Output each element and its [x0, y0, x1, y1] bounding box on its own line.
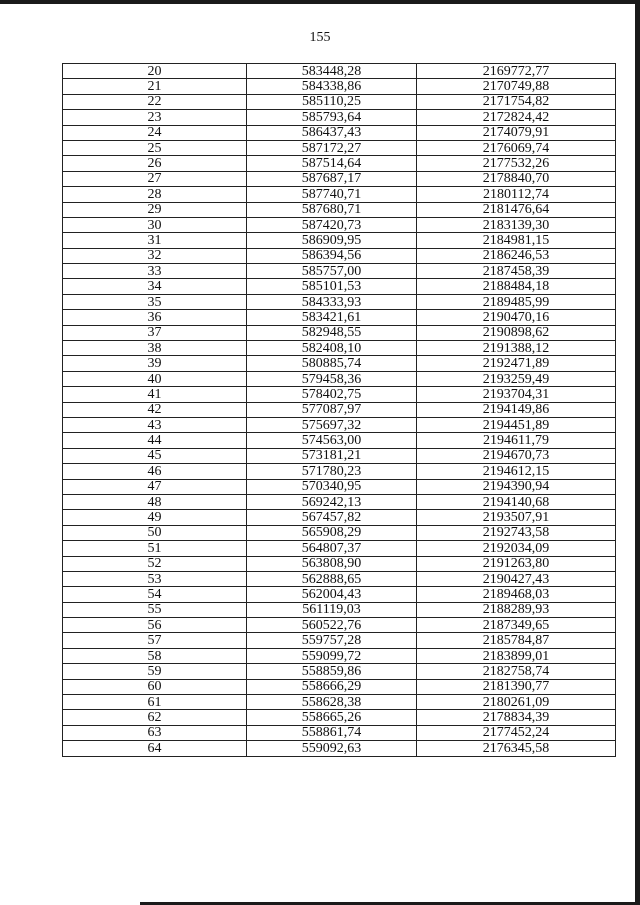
y-coordinate-cell: 2185784,87 [417, 633, 616, 648]
x-coordinate-cell: 565908,29 [247, 525, 417, 540]
table-row [63, 233, 616, 248]
y-coordinate-cell: 2183899,01 [417, 648, 616, 663]
point-number-cell: 20 [63, 64, 247, 79]
point-number-cell: 34 [63, 279, 247, 294]
table-row [63, 156, 616, 171]
point-number-cell: 43 [63, 417, 247, 432]
x-coordinate-cell: 564807,37 [247, 541, 417, 556]
point-number-cell: 64 [63, 741, 247, 756]
y-coordinate-cell: 2177532,26 [417, 156, 616, 171]
table-row [63, 171, 616, 186]
y-coordinate-cell: 2181390,77 [417, 679, 616, 694]
table-row [63, 464, 616, 479]
point-number-cell: 63 [63, 725, 247, 740]
y-coordinate-cell: 2176069,74 [417, 140, 616, 155]
table-row [63, 602, 616, 617]
x-coordinate-cell: 580885,74 [247, 356, 417, 371]
point-number-cell: 53 [63, 571, 247, 586]
table-row [63, 525, 616, 540]
point-number-cell: 28 [63, 187, 247, 202]
x-coordinate-cell: 586909,95 [247, 233, 417, 248]
coordinates-table [62, 63, 616, 757]
x-coordinate-cell: 582948,55 [247, 325, 417, 340]
point-number-cell: 30 [63, 217, 247, 232]
y-coordinate-cell: 2194451,89 [417, 417, 616, 432]
table-row [63, 679, 616, 694]
y-coordinate-cell: 2194390,94 [417, 479, 616, 494]
y-coordinate-cell: 2194670,73 [417, 448, 616, 463]
table-row [63, 479, 616, 494]
x-coordinate-cell: 587172,27 [247, 140, 417, 155]
point-number-cell: 31 [63, 233, 247, 248]
table-row [63, 648, 616, 663]
point-number-cell: 60 [63, 679, 247, 694]
point-number-cell: 38 [63, 341, 247, 356]
x-coordinate-cell: 585757,00 [247, 264, 417, 279]
x-coordinate-cell: 587680,71 [247, 202, 417, 217]
y-coordinate-cell: 2186246,53 [417, 248, 616, 263]
page-number: 155 [309, 30, 331, 45]
point-number-cell: 24 [63, 125, 247, 140]
table-row [63, 433, 616, 448]
y-coordinate-cell: 2193507,91 [417, 510, 616, 525]
table-row [63, 556, 616, 571]
table-row [63, 202, 616, 217]
x-coordinate-cell: 585110,25 [247, 94, 417, 109]
point-number-cell: 23 [63, 110, 247, 125]
x-coordinate-cell: 586394,56 [247, 248, 417, 263]
table-row [63, 94, 616, 109]
y-coordinate-cell: 2181476,64 [417, 202, 616, 217]
table-row [63, 310, 616, 325]
table-row [63, 695, 616, 710]
scan-border-top [0, 0, 640, 4]
x-coordinate-cell: 558628,38 [247, 695, 417, 710]
x-coordinate-cell: 577087,97 [247, 402, 417, 417]
table-row [63, 371, 616, 386]
table-row [63, 664, 616, 679]
table-row [63, 279, 616, 294]
y-coordinate-cell: 2192034,09 [417, 541, 616, 556]
point-number-cell: 45 [63, 448, 247, 463]
table-row [63, 741, 616, 756]
x-coordinate-cell: 562004,43 [247, 587, 417, 602]
table-row [63, 571, 616, 586]
x-coordinate-cell: 573181,21 [247, 448, 417, 463]
table-row [63, 110, 616, 125]
x-coordinate-cell: 587740,71 [247, 187, 417, 202]
x-coordinate-cell: 583448,28 [247, 64, 417, 79]
table-row [63, 448, 616, 463]
table-row [63, 633, 616, 648]
y-coordinate-cell: 2180261,09 [417, 695, 616, 710]
x-coordinate-cell: 579458,36 [247, 371, 417, 386]
x-coordinate-cell: 569242,13 [247, 494, 417, 509]
y-coordinate-cell: 2194612,15 [417, 464, 616, 479]
point-number-cell: 59 [63, 664, 247, 679]
point-number-cell: 35 [63, 294, 247, 309]
scan-border-right [635, 0, 640, 905]
x-coordinate-cell: 559092,63 [247, 741, 417, 756]
x-coordinate-cell: 578402,75 [247, 387, 417, 402]
y-coordinate-cell: 2190427,43 [417, 571, 616, 586]
table-row [63, 725, 616, 740]
point-number-cell: 32 [63, 248, 247, 263]
y-coordinate-cell: 2171754,82 [417, 94, 616, 109]
point-number-cell: 37 [63, 325, 247, 340]
x-coordinate-cell: 585101,53 [247, 279, 417, 294]
point-number-cell: 36 [63, 310, 247, 325]
x-coordinate-cell: 559757,28 [247, 633, 417, 648]
table-row [63, 587, 616, 602]
y-coordinate-cell: 2190898,62 [417, 325, 616, 340]
table-row [63, 64, 616, 79]
x-coordinate-cell: 558665,26 [247, 710, 417, 725]
y-coordinate-cell: 2189485,99 [417, 294, 616, 309]
x-coordinate-cell: 582408,10 [247, 341, 417, 356]
table-row [63, 417, 616, 432]
point-number-cell: 22 [63, 94, 247, 109]
point-number-cell: 49 [63, 510, 247, 525]
x-coordinate-cell: 584333,93 [247, 294, 417, 309]
y-coordinate-cell: 2193704,31 [417, 387, 616, 402]
x-coordinate-cell: 571780,23 [247, 464, 417, 479]
point-number-cell: 26 [63, 156, 247, 171]
table-row [63, 125, 616, 140]
x-coordinate-cell: 575697,32 [247, 417, 417, 432]
y-coordinate-cell: 2184981,15 [417, 233, 616, 248]
table-row [63, 710, 616, 725]
y-coordinate-cell: 2172824,42 [417, 110, 616, 125]
y-coordinate-cell: 2194140,68 [417, 494, 616, 509]
point-number-cell: 39 [63, 356, 247, 371]
y-coordinate-cell: 2191388,12 [417, 341, 616, 356]
y-coordinate-cell: 2178840,70 [417, 171, 616, 186]
table-row [63, 494, 616, 509]
table-row [63, 402, 616, 417]
x-coordinate-cell: 559099,72 [247, 648, 417, 663]
x-coordinate-cell: 558861,74 [247, 725, 417, 740]
point-number-cell: 40 [63, 371, 247, 386]
x-coordinate-cell: 587514,64 [247, 156, 417, 171]
point-number-cell: 51 [63, 541, 247, 556]
point-number-cell: 61 [63, 695, 247, 710]
table-row [63, 248, 616, 263]
point-number-cell: 42 [63, 402, 247, 417]
table-row [63, 140, 616, 155]
x-coordinate-cell: 560522,76 [247, 618, 417, 633]
point-number-cell: 55 [63, 602, 247, 617]
x-coordinate-cell: 563808,90 [247, 556, 417, 571]
y-coordinate-cell: 2176345,58 [417, 741, 616, 756]
table-row [63, 356, 616, 371]
y-coordinate-cell: 2183139,30 [417, 217, 616, 232]
point-number-cell: 62 [63, 710, 247, 725]
x-coordinate-cell: 583421,61 [247, 310, 417, 325]
coordinates-table-body [63, 64, 616, 757]
point-number-cell: 27 [63, 171, 247, 186]
y-coordinate-cell: 2194149,86 [417, 402, 616, 417]
y-coordinate-cell: 2187349,65 [417, 618, 616, 633]
x-coordinate-cell: 561119,03 [247, 602, 417, 617]
x-coordinate-cell: 587420,73 [247, 217, 417, 232]
table-row [63, 341, 616, 356]
point-number-cell: 50 [63, 525, 247, 540]
y-coordinate-cell: 2169772,77 [417, 64, 616, 79]
point-number-cell: 47 [63, 479, 247, 494]
x-coordinate-cell: 574563,00 [247, 433, 417, 448]
point-number-cell: 54 [63, 587, 247, 602]
y-coordinate-cell: 2192471,89 [417, 356, 616, 371]
y-coordinate-cell: 2170749,88 [417, 79, 616, 94]
point-number-cell: 44 [63, 433, 247, 448]
point-number-cell: 46 [63, 464, 247, 479]
table-row [63, 510, 616, 525]
y-coordinate-cell: 2178834,39 [417, 710, 616, 725]
table-row [63, 325, 616, 340]
x-coordinate-cell: 570340,95 [247, 479, 417, 494]
table-row [63, 618, 616, 633]
y-coordinate-cell: 2177452,24 [417, 725, 616, 740]
x-coordinate-cell: 586437,43 [247, 125, 417, 140]
y-coordinate-cell: 2182758,74 [417, 664, 616, 679]
table-row [63, 541, 616, 556]
x-coordinate-cell: 584338,86 [247, 79, 417, 94]
x-coordinate-cell: 558666,29 [247, 679, 417, 694]
x-coordinate-cell: 585793,64 [247, 110, 417, 125]
table-row [63, 387, 616, 402]
point-number-cell: 29 [63, 202, 247, 217]
point-number-cell: 58 [63, 648, 247, 663]
y-coordinate-cell: 2194611,79 [417, 433, 616, 448]
table-row [63, 294, 616, 309]
y-coordinate-cell: 2192743,58 [417, 525, 616, 540]
point-number-cell: 41 [63, 387, 247, 402]
table-row [63, 79, 616, 94]
point-number-cell: 52 [63, 556, 247, 571]
y-coordinate-cell: 2188289,93 [417, 602, 616, 617]
y-coordinate-cell: 2189468,03 [417, 587, 616, 602]
point-number-cell: 33 [63, 264, 247, 279]
table-row [63, 217, 616, 232]
table-row [63, 264, 616, 279]
x-coordinate-cell: 562888,65 [247, 571, 417, 586]
y-coordinate-cell: 2180112,74 [417, 187, 616, 202]
y-coordinate-cell: 2187458,39 [417, 264, 616, 279]
table-row [63, 187, 616, 202]
y-coordinate-cell: 2190470,16 [417, 310, 616, 325]
point-number-cell: 48 [63, 494, 247, 509]
x-coordinate-cell: 558859,86 [247, 664, 417, 679]
point-number-cell: 25 [63, 140, 247, 155]
x-coordinate-cell: 587687,17 [247, 171, 417, 186]
y-coordinate-cell: 2191263,80 [417, 556, 616, 571]
point-number-cell: 21 [63, 79, 247, 94]
y-coordinate-cell: 2193259,49 [417, 371, 616, 386]
point-number-cell: 57 [63, 633, 247, 648]
x-coordinate-cell: 567457,82 [247, 510, 417, 525]
y-coordinate-cell: 2188484,18 [417, 279, 616, 294]
y-coordinate-cell: 2174079,91 [417, 125, 616, 140]
point-number-cell: 56 [63, 618, 247, 633]
